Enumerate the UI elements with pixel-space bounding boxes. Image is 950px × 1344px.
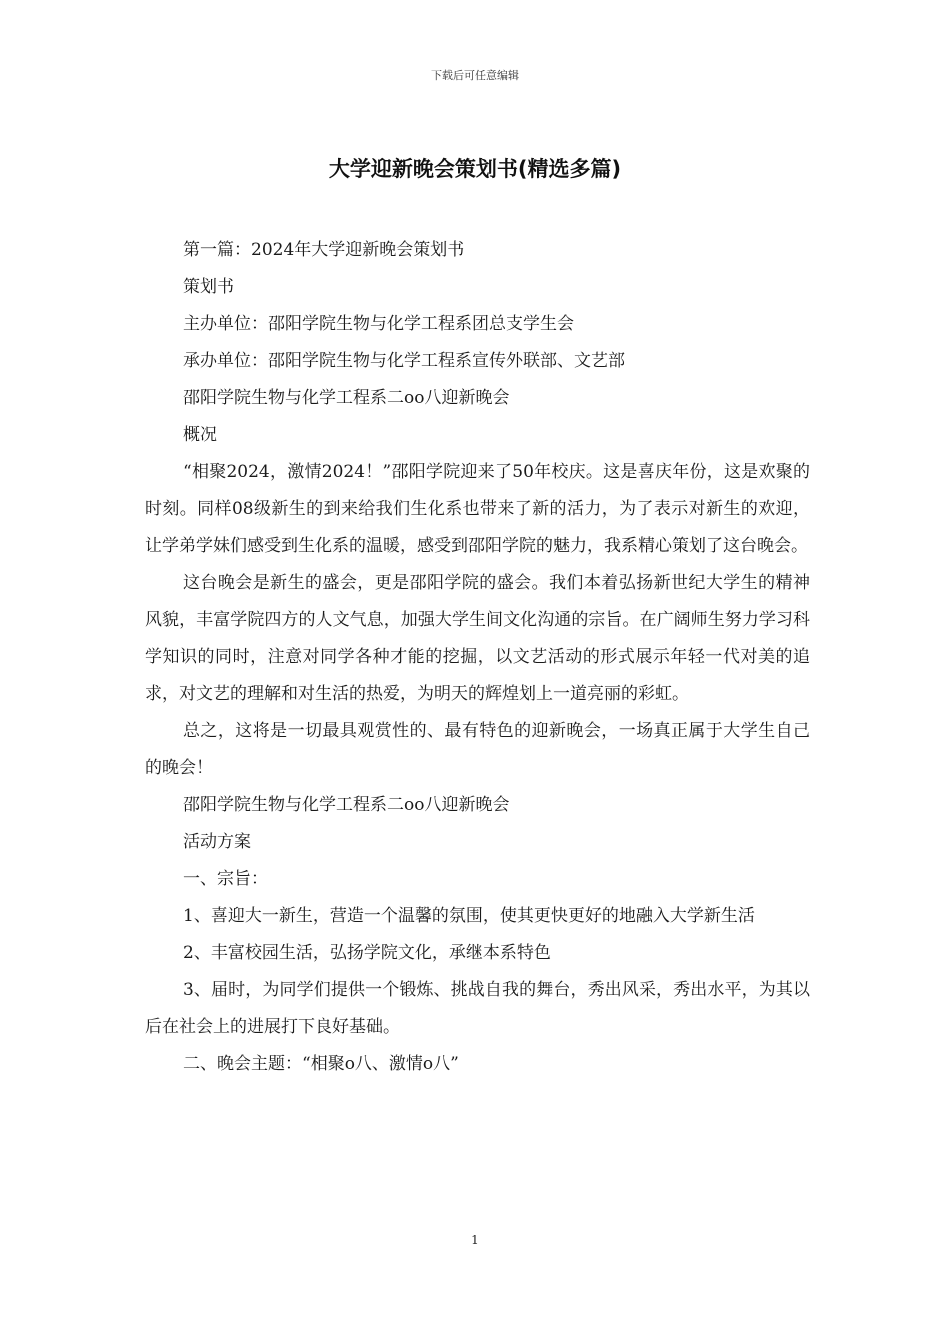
event-name-line: 邵阳学院生物与化学工程系二oo八迎新晚会 bbox=[183, 388, 510, 408]
co-organizer-line: 承办单位：邵阳学院生物与化学工程系宣传外联部、文艺部 bbox=[183, 351, 625, 371]
page-number: 1 bbox=[471, 1233, 479, 1247]
purpose-heading: 一、宗旨： bbox=[183, 869, 268, 889]
event-name-line-2: 邵阳学院生物与化学工程系二oo八迎新晚会 bbox=[183, 795, 510, 815]
header-note: 下载后可任意编辑 bbox=[431, 69, 519, 82]
document-title: 大学迎新晚会策划书(精选多篇) bbox=[328, 157, 622, 181]
document-body bbox=[145, 232, 810, 1083]
organizer-line: 主办单位：邵阳学院生物与化学工程系团总支学生会 bbox=[183, 314, 574, 334]
section-heading-first: 第一篇：2024年大学迎新晚会策划书 bbox=[183, 240, 465, 260]
purpose-item-1: 1、喜迎大一新生，营造一个温馨的氛围，使其更快更好的地融入大学新生活 bbox=[183, 906, 755, 926]
overview-paragraph-3: 总之，这将是一切最具观赏性的、最有特色的迎新晚会，一场真正属于大学生自己的晚会！ bbox=[145, 721, 810, 778]
purpose-item-2: 2、丰富校园生活，弘扬学院文化，承继本系特色 bbox=[183, 943, 551, 963]
activity-plan-heading: 活动方案 bbox=[183, 832, 251, 852]
overview-paragraph-2: 这台晚会是新生的盛会，更是邵阳学院的盛会。我们本着弘扬新世纪大学生的精神风貌，丰富学院四方的人文气息，加强大学生间文化沟通的宗旨。在广阔师生努力学习科学知识的同时，注意对同学各种才能的挖掘，以文艺活动的形式展示年轻一代对美的追求，对文艺的理解和对生活的热爱，为明天的辉煌划上一道亮丽的彩虹。 bbox=[145, 573, 810, 704]
overview-heading: 概况 bbox=[183, 425, 217, 445]
overview-paragraph-1: “相聚2024，激情2024！”邵阳学院迎来了50年校庆。这是喜庆年份，这是欢聚的时刻。同样08级新生的到来给我们生化系也带来了新的活力，为了表示对新生的欢迎，让学弟学妹们感受到生化系的温暖，感受到邵阳学院的魅力，我系精心策划了这台晚会。 bbox=[145, 462, 810, 556]
theme-heading: 二、晚会主题：“相聚o八、激情o八” bbox=[183, 1054, 459, 1074]
subheading-plan: 策划书 bbox=[183, 277, 234, 297]
purpose-item-3: 3、届时，为同学们提供一个锻炼、挑战自我的舞台，秀出风采，秀出水平，为其以后在社会上的进展打下良好基础。 bbox=[145, 980, 810, 1037]
